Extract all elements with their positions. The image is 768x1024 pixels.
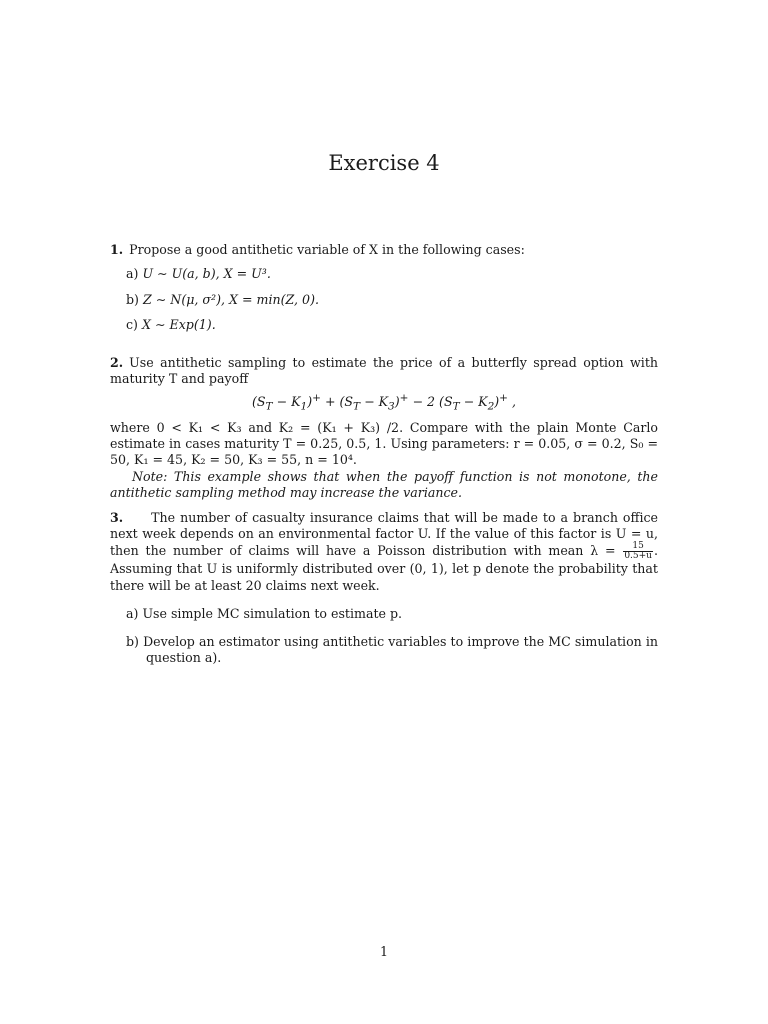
- list-item: [126, 634, 658, 667]
- question-2-note: Note: This example shows that when the payoff function is not monotone, the antithetic sampling method may increase the variance.: [110, 468, 658, 501]
- question-3: [110, 510, 658, 667]
- list-item: [126, 317, 658, 333]
- question-3-intro: [110, 510, 658, 595]
- item-text: Develop an estimator using antithetic variables to improve the MC simulation in question a).: [143, 633, 658, 666]
- item-text: Z ∼ N(μ, σ²), X = min(Z, 0).: [143, 291, 319, 307]
- spacer: [110, 343, 658, 355]
- lambda-fraction: [623, 542, 653, 561]
- item-text: Use simple MC simulation to estimate p.: [142, 606, 403, 622]
- question-1: [110, 242, 658, 334]
- page-title: Exercise 4: [328, 151, 440, 175]
- question-2: [110, 355, 658, 502]
- spacer: [110, 502, 658, 510]
- list-item: [126, 606, 658, 622]
- question-3-number: 3.: [110, 509, 124, 525]
- item-label: c): [126, 317, 138, 333]
- question-1-text: Propose a good antithetic variable of X in the following cases:: [129, 242, 525, 257]
- list-item: [126, 266, 658, 282]
- item-label: b): [126, 633, 139, 649]
- question-1-number: 1.: [110, 242, 124, 257]
- question-2-intro: [110, 355, 658, 388]
- question-3-text-part2: . Assuming that U is uniformly distributed over (0, 1), let p denote the probability that there will be at least 20 claims next week.: [110, 543, 658, 593]
- item-label: a): [126, 266, 139, 282]
- item-label: b): [126, 291, 139, 307]
- question-3-text-part1: The number of casualty insurance claims that will be made to a branch office next week depends on an environmental factor U. If the value of this factor is U = u, then the number of claims will have a Poisson distribution with mean λ =: [110, 509, 658, 559]
- fraction-denominator: 0.5+u: [624, 551, 652, 562]
- question-3-list: [126, 606, 658, 666]
- question-2-number: 2.: [110, 354, 124, 370]
- exercise-content: [110, 242, 658, 675]
- item-text: X ∼ Exp(1).: [141, 317, 216, 333]
- fraction-numerator: 15: [623, 542, 653, 552]
- list-item: [126, 292, 658, 308]
- payoff-formula: $(S_T - K_1)^+ + (S_T - K_3)^+ - 2$ $(S_T - K_2)^+$ ,: [251, 392, 516, 414]
- item-label: a): [126, 606, 139, 622]
- question-1-intro: [110, 242, 658, 258]
- item-text: U ∼ U(a, b), X = U³.: [142, 266, 271, 282]
- question-2-body: where 0 < K₁ < K₃ and K₂ = (K₁ + K₃) /2. Compare with the plain Monte Carlo estimate in cases maturity T = 0.25, 0.5, 1. Using parameters: r = 0.05, σ = 0.2, S₀ = 50, K₁ = 45, K₂ = 50, K₃ = 55, n = 10⁴.: [110, 419, 658, 468]
- question-1-list: [126, 266, 658, 333]
- page-number: 1: [379, 944, 388, 959]
- question-2-text: Use antithetic sampling to estimate the price of a butterfly spread option with maturity T and payoff: [110, 354, 658, 387]
